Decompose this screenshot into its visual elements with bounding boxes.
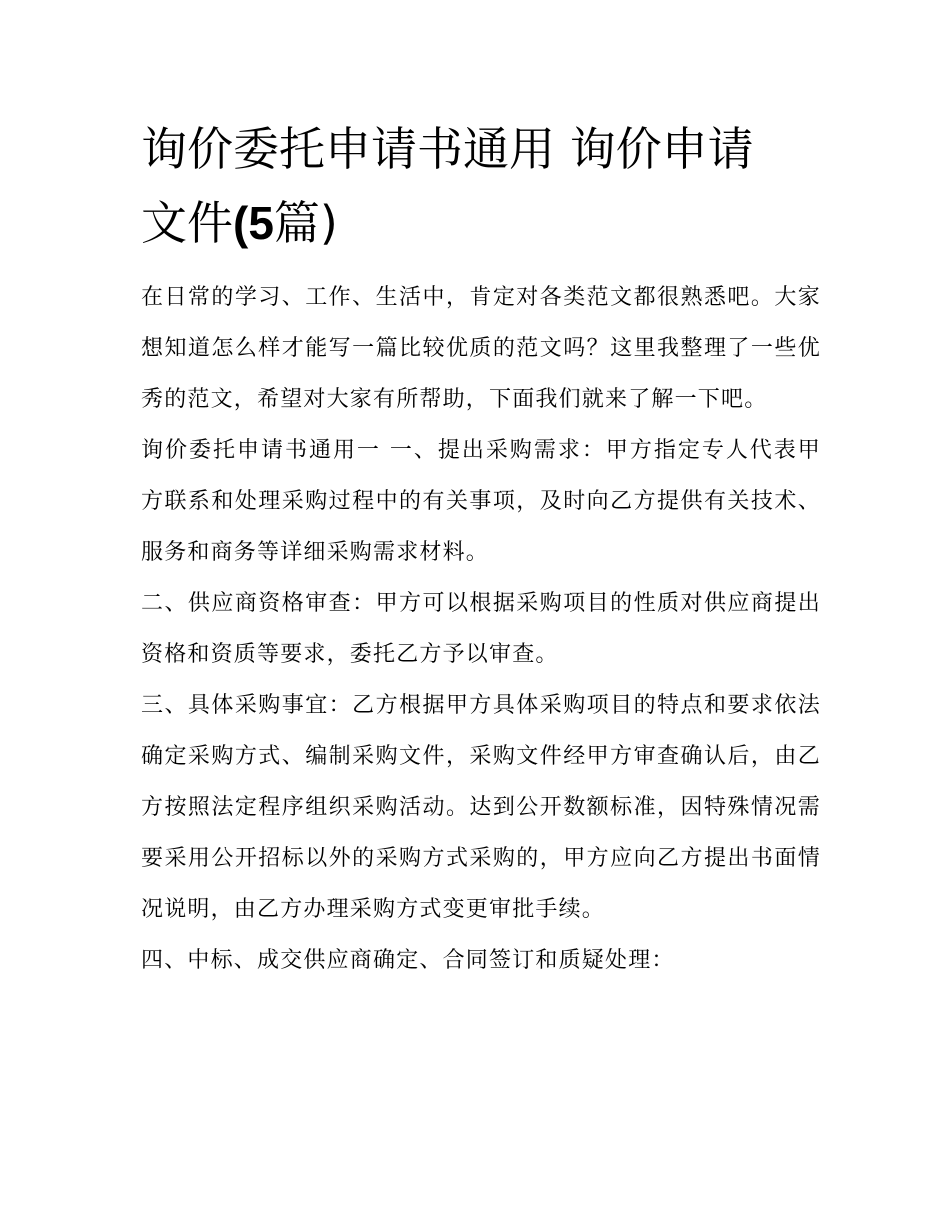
intro-paragraph: 在日常的学习、工作、生活中，肯定对各类范文都很熟悉吧。大家想知道怎么样才能写一篇比较优质的范文吗？这里我整理了一些优秀的范文，希望对大家有所帮助，下面我们就来了解一下吧。 [141, 285, 821, 412]
title-line-2-prefix: 文件 [141, 196, 233, 250]
title-line-2-number: (5 [233, 197, 274, 249]
section-2-paragraph: 二、供应商资格审查：甲方可以根据采购项目的性质对供应商提出资格和资质等要求，委托乙方予以审查。 [141, 591, 821, 667]
document-title [141, 112, 821, 260]
section-4-paragraph: 四、中标、成交供应商确定、合同签订和质疑处理： [141, 948, 675, 973]
title-line-2-suffix: 篇) [273, 196, 338, 250]
section-3-paragraph: 三、具体采购事宜：乙方根据甲方具体采购项目的特点和要求依法确定采购方式、编制采购文件，采购文件经甲方审查确认后，由乙方按照法定程序组织采购活动。达到公开数额标准，因特殊情况需要采用公开招标以外的采购方式采购的，甲方应向乙方提出书面情况说明，由乙方办理采购方式变更审批手续。 [141, 693, 821, 922]
title-line-1: 询价委托申请书通用 询价申请 [141, 122, 754, 176]
section-1-paragraph: 询价委托申请书通用一 一、提出采购需求：甲方指定专人代表甲方联系和处理采购过程中的有关事项，及时向乙方提供有关技术、服务和商务等详细采购需求材料。 [141, 438, 821, 565]
document-content [141, 112, 821, 986]
